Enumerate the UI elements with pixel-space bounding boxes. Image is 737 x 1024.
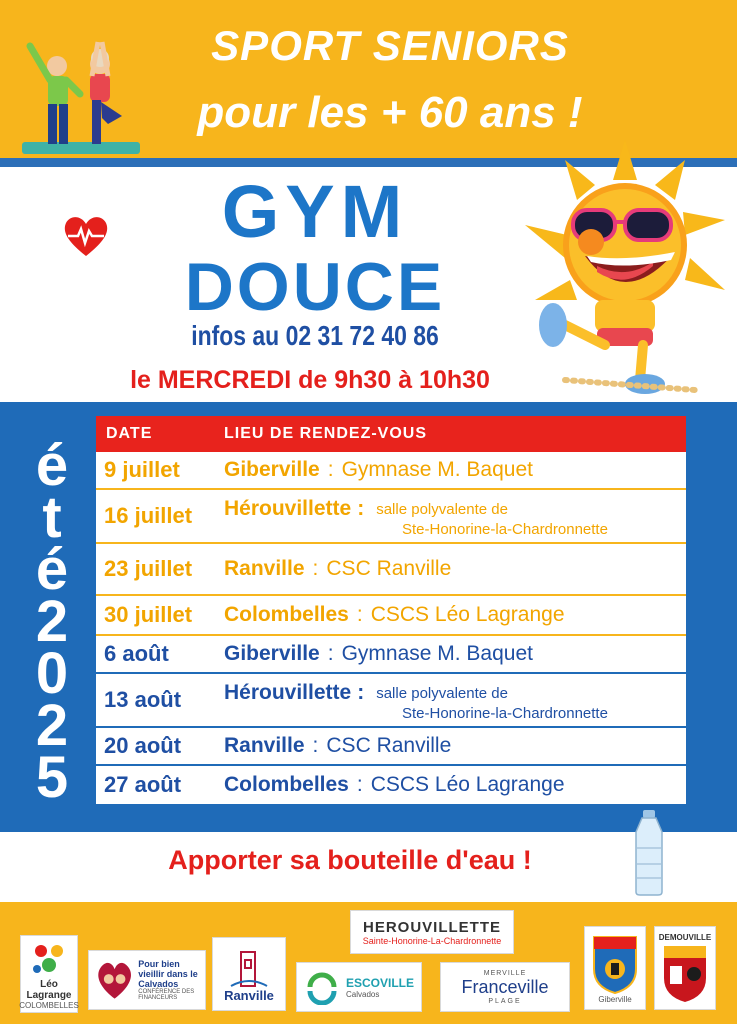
row-sep: : xyxy=(327,642,334,665)
row-location xyxy=(224,603,686,627)
demouville-name: DEMOUVILLE xyxy=(658,932,712,942)
escoville-name: ESCOVILLE xyxy=(345,975,414,990)
contact-phone: infos au 02 31 72 40 86 xyxy=(191,320,439,351)
bien-vieillir-sub: CONFÉRENCE DES FINANCEURS xyxy=(138,989,195,1001)
leo-lagrange-sub: COLOMBELLES xyxy=(19,1000,79,1010)
herouvillette-sub: Sainte-Honorine-La-Chardronnette xyxy=(362,935,502,946)
season-digit: 2 xyxy=(35,589,69,654)
row-sep: : xyxy=(357,496,365,520)
table-row xyxy=(96,674,686,728)
schedule-time: le MERCREDI de 9h30 à 10h30 xyxy=(130,366,490,394)
franceville-logo xyxy=(440,962,570,1012)
table-row xyxy=(96,596,686,636)
escoville-emblem-icon xyxy=(304,969,340,1005)
row-location xyxy=(224,734,686,758)
row-place: Ranville xyxy=(224,557,305,580)
row-address: CSC Ranville xyxy=(326,557,452,580)
row-date: 13 août xyxy=(104,687,182,712)
herouvillette-logo xyxy=(350,910,514,954)
table-row xyxy=(96,728,686,766)
bien-vieillir-logo xyxy=(88,950,206,1010)
ranville-logo xyxy=(212,937,286,1011)
row-place: Hérouvillette xyxy=(224,496,352,520)
row-place: Ranville xyxy=(224,734,305,757)
table-row xyxy=(96,452,686,490)
sun-mascot-icon xyxy=(525,140,730,400)
header-title-line2: pour les + 60 ans ! xyxy=(197,88,583,137)
row-date: 30 juillet xyxy=(104,602,193,627)
row-address: salle polyvalente de xyxy=(376,500,508,518)
row-address: Gymnase M. Baquet xyxy=(341,642,533,665)
row-sep: : xyxy=(312,557,319,580)
row-address-line2: Ste-Honorine-la-Chardronnette xyxy=(402,520,608,538)
row-sep: : xyxy=(327,458,334,481)
row-date: 23 juillet xyxy=(104,556,193,581)
franceville-top: MERVILLE xyxy=(483,969,527,977)
row-location xyxy=(224,557,686,581)
row-address: CSC Ranville xyxy=(326,734,452,757)
water-reminder: Apporter sa bouteille d'eau ! xyxy=(168,845,532,875)
row-location xyxy=(224,495,686,538)
season-letter: é xyxy=(35,433,69,498)
table-row xyxy=(96,766,686,804)
row-address-line2: Ste-Honorine-la-Chardronnette xyxy=(402,704,608,722)
row-location xyxy=(224,458,686,482)
leo-lagrange-logo xyxy=(20,935,78,1013)
seniors-heart-icon xyxy=(95,957,134,1003)
leo-lagrange-emblem-icon xyxy=(29,939,69,979)
header-place: LIEU DE RENDEZ-VOUS xyxy=(224,425,428,442)
water-bottle-icon xyxy=(628,808,670,896)
row-place: Colombelles xyxy=(224,603,349,626)
demouville-crest-icon xyxy=(660,942,710,1004)
giberville-logo xyxy=(584,926,646,1010)
row-address: Gymnase M. Baquet xyxy=(341,458,533,481)
row-date: 20 août xyxy=(104,733,182,758)
row-sep: : xyxy=(312,734,319,757)
ranville-tower-icon xyxy=(229,946,269,988)
table-header xyxy=(96,416,686,452)
ranville-name: Ranville xyxy=(224,987,274,1003)
table-row xyxy=(96,636,686,674)
bien-vieillir-name: Pour bien vieillir dans le Calvados xyxy=(138,959,198,989)
row-address: CSCS Léo Lagrange xyxy=(370,773,565,796)
franceville-sub: PLAGE xyxy=(488,997,522,1005)
schedule-table xyxy=(96,416,686,804)
season-label xyxy=(22,433,82,810)
season-digit: 5 xyxy=(35,745,69,810)
escoville-sub: Calvados xyxy=(345,989,380,999)
row-location xyxy=(224,679,686,722)
row-location xyxy=(224,642,686,666)
row-address: CSCS Léo Lagrange xyxy=(370,603,565,626)
season-digit: 0 xyxy=(35,641,69,706)
row-place: Hérouvillette xyxy=(224,680,352,704)
row-place: Giberville xyxy=(224,642,320,665)
row-place: Colombelles xyxy=(224,773,349,796)
row-address: salle polyvalente de xyxy=(376,684,508,702)
table-row xyxy=(96,544,686,596)
escoville-logo xyxy=(296,962,422,1012)
row-sep: : xyxy=(356,773,363,796)
table-row xyxy=(96,490,686,544)
row-date: 16 juillet xyxy=(104,503,193,528)
header-date: DATE xyxy=(106,425,153,442)
seniors-exercising-icon xyxy=(12,38,142,156)
season-digit: 2 xyxy=(35,693,69,758)
row-place: Giberville xyxy=(224,458,320,481)
herouvillette-name: HEROUVILLETTE xyxy=(362,918,501,936)
header-title-line1: SPORT SENIORS xyxy=(211,22,569,69)
giberville-crest-icon xyxy=(590,933,640,995)
season-letter: é xyxy=(35,537,69,602)
row-date: 27 août xyxy=(104,772,182,797)
row-date: 9 juillet xyxy=(104,457,180,482)
row-sep: : xyxy=(356,603,363,626)
demouville-logo xyxy=(654,926,716,1010)
leo-lagrange-name: Léo Lagrange xyxy=(26,978,72,1001)
season-letter: t xyxy=(42,485,62,550)
activity-title-line1: GYM xyxy=(221,170,409,253)
row-location xyxy=(224,773,686,797)
franceville-name: Franceville xyxy=(461,976,549,997)
row-date: 6 août xyxy=(104,641,169,666)
giberville-name: Giberville xyxy=(598,994,632,1004)
activity-title-line2: DOUCE xyxy=(184,249,446,325)
heart-icon xyxy=(60,210,112,262)
row-sep: : xyxy=(357,680,365,704)
